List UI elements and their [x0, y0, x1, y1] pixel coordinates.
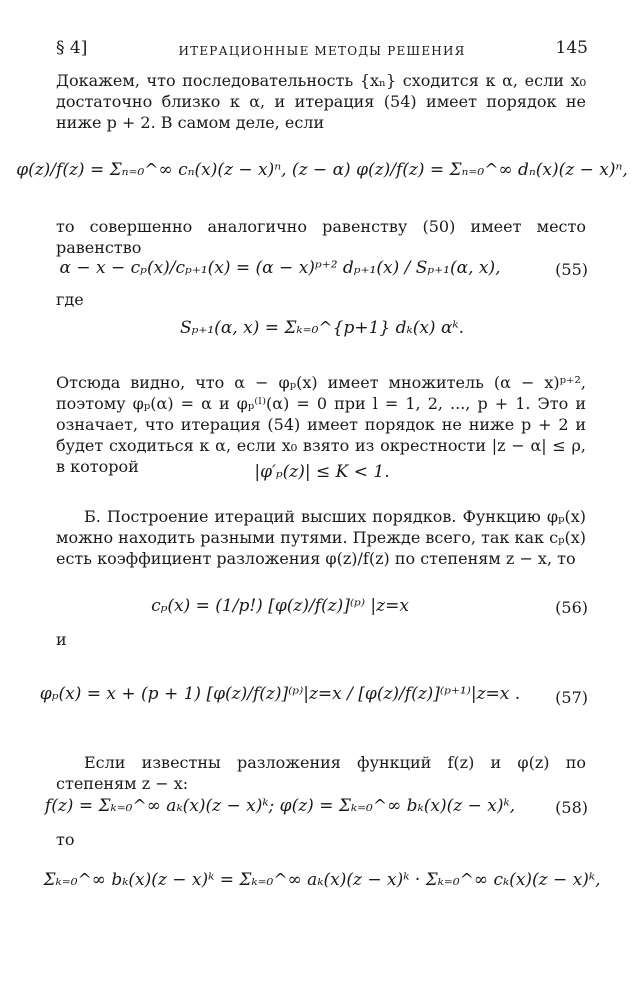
equation-58-number: (58): [555, 798, 588, 817]
equation-57-number: (57): [555, 688, 588, 707]
paragraph-5: Если известны разложения функций f(z) и φ(z) по степеням z − x:: [56, 753, 586, 793]
equation-56: cₚ(x) = (1/p!) [φ(z)/f(z)]⁽ᵖ⁾ |z=x: [151, 596, 409, 616]
paragraph-4: Б. Построение итераций высших порядков. Функцию φₚ(x) можно находить разными путями. Прежде всего, так как cₚ(x) есть коэффициент разложения φ(z)/f(z) по степеням z − x, то: [56, 507, 586, 568]
equation-product: Σₖ₌₀^∞ bₖ(x)(z − x)ᵏ = Σₖ₌₀^∞ aₖ(x)(z − x)ᵏ · Σₖ₌₀^∞ cₖ(x)(z − x)ᵏ,: [43, 870, 601, 890]
running-title: ИТЕРАЦИОННЫЕ МЕТОДЫ РЕШЕНИЯ: [178, 44, 466, 58]
equation-s-definition: Sₚ₊₁(α, x) = Σₖ₌₀^{p+1} dₖ(x) αᵏ.: [179, 318, 465, 338]
equation-contraction: |φ′ₚ(z)| ≤ K < 1.: [254, 462, 390, 482]
word-then: то: [56, 830, 75, 849]
paragraph-1: Докажем, что последовательность {xₙ} сходится к α, если x₀ достаточно близко к α, и итерация (54) имеет порядок не ниже p + 2. В самом деле, если: [56, 71, 586, 132]
equation-55-number: (55): [555, 260, 588, 279]
paragraph-2: то совершенно аналогично равенству (50) имеет место равенство: [56, 217, 586, 257]
equation-55: α − x − cₚ(x)/cₚ₊₁(x) = (α − x)ᵖ⁺² dₚ₊₁(x) / Sₚ₊₁(α, x),: [59, 258, 501, 278]
equation-expansions: φ(z)/f(z) = Σₙ₌₀^∞ cₙ(x)(z − x)ⁿ, (z − α) φ(z)/f(z) = Σₙ₌₀^∞ dₙ(x)(z − x)ⁿ,: [16, 160, 628, 180]
page-number: 145: [555, 38, 588, 58]
equation-56-number: (56): [555, 598, 588, 617]
equation-58: f(z) = Σₖ₌₀^∞ aₖ(x)(z − x)ᵏ; φ(z) = Σₖ₌₀^∞ bₖ(x)(z − x)ᵏ,: [44, 796, 516, 816]
equation-57: φₚ(x) = x + (p + 1) [φ(z)/f(z)]⁽ᵖ⁾|z=x / [φ(z)/f(z)]⁽ᵖ⁺¹⁾|z=x .: [39, 684, 521, 704]
paragraph-3: Отсюда видно, что α − φₚ(x) имеет множитель (α − x)ᵖ⁺², поэтому φₚ(α) = α и φₚ⁽ˡ⁾(α) = 0 при l = 1, 2, ..., p + 1. Это и означает, что итерация (54) имеет порядок не ниже p + 2 и будет сходиться к α, если x₀ взято из окрестности |z − α| ≤ ρ, в которой: [56, 373, 586, 476]
section-marker: § 4]: [56, 38, 88, 58]
word-where: где: [56, 290, 84, 309]
word-and: и: [56, 630, 67, 649]
